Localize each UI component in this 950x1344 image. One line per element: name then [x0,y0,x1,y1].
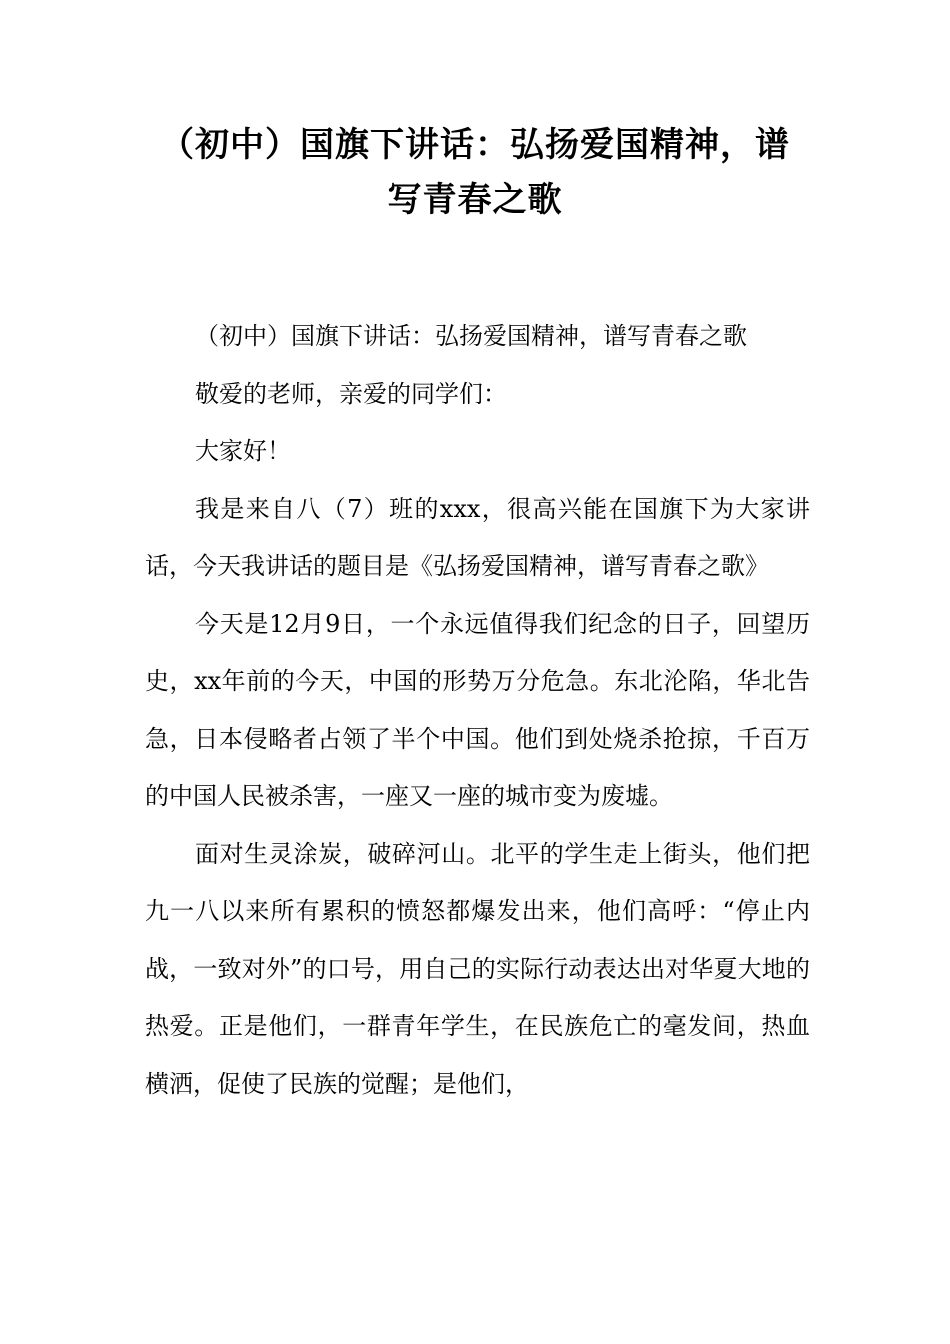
title-line-2: 写青春之歌 [387,180,563,220]
paragraph-greeting: 大家好！ [195,437,291,465]
document-title [120,118,830,228]
document-body [145,308,810,1113]
paragraph-introduction: 我是来自八（7）班的xxx，很高兴能在国旗下为大家讲话，今天我讲话的题目是《弘扬爱国精神，谱写青春之歌》 [145,494,810,580]
title-line-1: （初中）国旗下讲话：弘扬爱国精神，谱 [160,125,790,165]
paragraph-students: 面对生灵涂炭，破碎河山。北平的学生走上街头，他们把九一八以来所有累积的愤怒都爆发出来，他们高呼：“停止内战，一致对外”的口号，用自己的实际行动表达出对华夏大地的热爱。正是他们，一群青年学生，在民族危亡的毫发间，热血横洒，促使了民族的觉醒；是他们， [145,839,810,1098]
paragraph-history: 今天是12月9日，一个永远值得我们纪念的日子，回望历史，xx年前的今天，中国的形势万分危急。东北沦陷，华北告急，日本侵略者占领了半个中国。他们到处烧杀抢掠，千百万的中国人民被杀害，一座又一座的城市变为废墟。 [145,609,810,810]
paragraph-heading: （初中）国旗下讲话：弘扬爱国精神，谱写青春之歌 [195,322,747,350]
paragraph-salutation: 敬爱的老师，亲爱的同学们： [195,379,507,408]
